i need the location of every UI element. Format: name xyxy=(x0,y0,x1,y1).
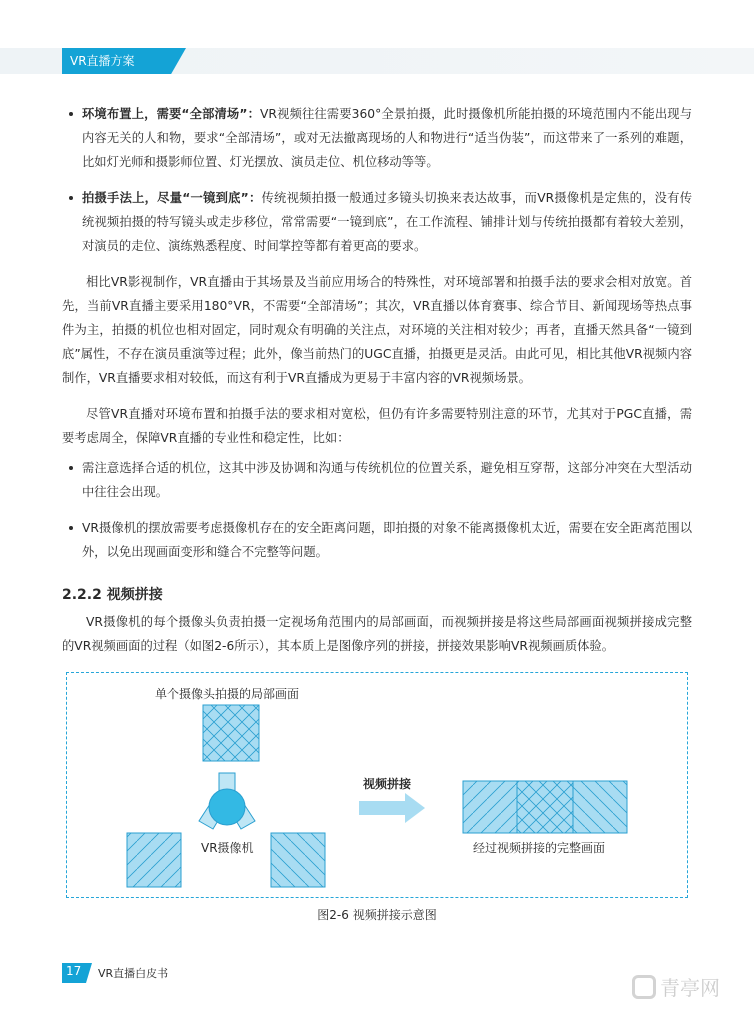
bullet-dot xyxy=(69,466,73,470)
bullet-dot xyxy=(69,112,73,116)
watermark-text: 青亭网 xyxy=(660,976,720,1000)
bullet-item xyxy=(62,102,692,174)
arrow-right-icon xyxy=(359,793,425,823)
bullet-lead: 拍摄手法上，尽量“一镜到底”： xyxy=(82,191,262,205)
single-frame-top xyxy=(203,705,259,761)
bullet-dot xyxy=(69,196,73,200)
bullet-item xyxy=(62,516,692,564)
bullet-item xyxy=(62,456,692,504)
figure-drawing xyxy=(67,673,687,897)
single-frame-right xyxy=(271,833,325,887)
bullet-item xyxy=(62,186,692,258)
figure-caption: 图2-6 视频拼接示意图 xyxy=(317,908,437,922)
paragraph: 尽管VR直播对环境布置和拍摄手法的要求相对宽松，但仍有许多需要特别注意的环节，尤其对于PGC直播，需要考虑周全，保障VR直播的专业性和稳定性，比如： xyxy=(62,407,692,445)
footer-title: VR直播白皮书 xyxy=(98,967,169,980)
stitched-frame xyxy=(463,781,627,833)
watermark-logo-icon xyxy=(632,975,656,999)
bullet-text: 需注意选择合适的机位，这其中涉及协调和沟通与传统机位的位置关系，避免相互穿帮，这部分冲突在大型活动中往往会出现。 xyxy=(82,461,692,499)
bullet-lead: 环境布置上，需要“全部清场”： xyxy=(82,107,260,121)
section-heading: 2.2.2 视频拼接 xyxy=(62,587,163,603)
label-single-frame: 单个摄像头拍摄的局部画面 xyxy=(155,687,300,701)
label-vr-camera: VR摄像机 xyxy=(201,841,254,855)
figure-stitching xyxy=(66,672,688,898)
main-content xyxy=(62,102,692,658)
section-paragraph: VR摄像机的每个摄像头负责拍摄一定视场角范围内的局部画面，而视频拼接是将这些局部画面视频拼接成完整的VR视频画面的过程（如图2-6所示），其本质上是图像序列的拼接，拼接效果影响VR视频画质体验。 xyxy=(62,615,692,653)
single-frame-left xyxy=(127,833,181,887)
watermark xyxy=(632,972,720,1001)
page-number: 17 xyxy=(66,964,82,978)
bullet-text: 传统视频拍摄一般通过多镜头切换来表达故事，而VR摄像机是定焦的，没有传统视频拍摄的特写镜头或走步移位，常常需要“一镜到底”，在工作流程、铺排计划与传统拍摄都有着较大差别，对演员的走位、演练熟悉程度、时间掌控等都有着更高的要求。 xyxy=(82,191,692,253)
bullet-dot xyxy=(69,526,73,530)
bullet-text: VR摄像机的摆放需要考虑摄像机存在的安全距离问题，即拍摄的对象不能离摄像机太近，需要在安全距离范围以外，以免出现画面变形和缝合不完整等问题。 xyxy=(82,521,692,559)
label-stitching: 视频拼接 xyxy=(363,777,412,791)
bullet-text: VR视频往往需要360°全景拍摄，此时摄像机所能拍摄的环境范围内不能出现与内容无关的人和物，要求“全部清场”，或对无法撤离现场的人和物进行“适当伪装”，而这带来了一系列的难题，比如灯光师和摄影师位置、灯光摆放、演员走位、机位移动等等。 xyxy=(82,107,692,169)
vr-camera-icon xyxy=(199,773,255,829)
label-complete-frame: 经过视频拼接的完整画面 xyxy=(473,841,606,855)
header-title: VR直播方案 xyxy=(70,54,135,68)
paragraph: 相比VR影视制作，VR直播由于其场景及当前应用场合的特殊性，对环境部署和拍摄手法的要求会相对放宽。首先，当前VR直播主要采用180°VR，不需要“全部清场”；其次，VR直播以体育赛事、综合节目、新闻现场等热点事件为主，拍摄的机位也相对固定，同时观众有明确的关注点，对环境的关注相对较少；再者，直播天然具备“一镜到底”属性，不存在演员重演等过程；此外，像当前热门的UGC直播，拍摄更是灵活。由此可见，相比其他VR视频内容制作，VR直播要求相对较低，而这有利于VR直播成为更易于丰富内容的VR视频场景。 xyxy=(62,275,692,385)
